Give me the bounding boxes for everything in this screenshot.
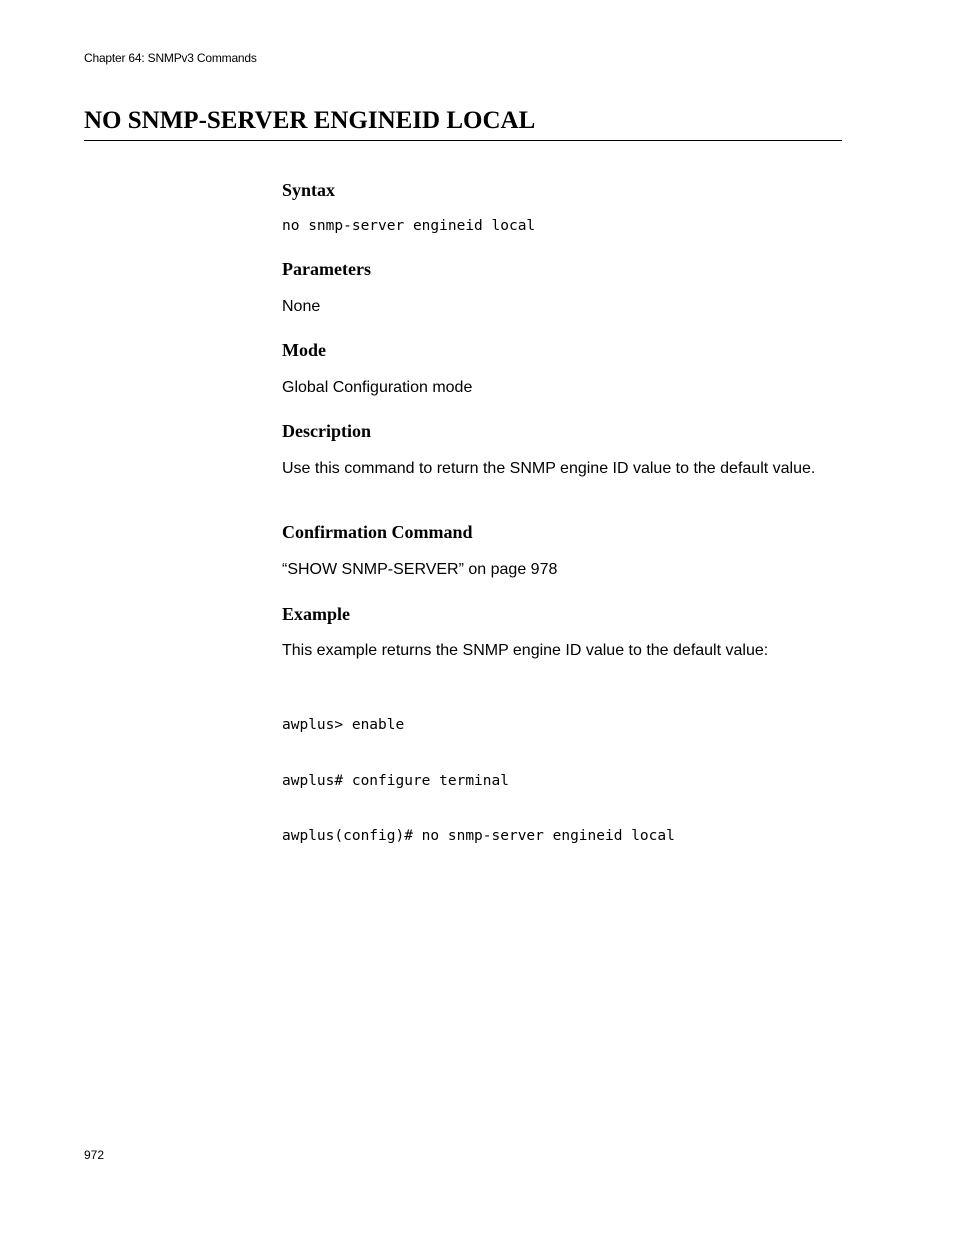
description-heading: Description (282, 421, 371, 441)
page-number: 972 (84, 1148, 105, 1162)
code-line: awplus# configure terminal (282, 772, 509, 789)
syntax-code: no snmp-server engineid local (282, 218, 536, 234)
parameters-text: None (282, 298, 321, 315)
running-header: Chapter 64: SNMPv3 Commands (84, 51, 257, 65)
mode-heading: Mode (282, 340, 326, 360)
code-line: awplus> enable (282, 717, 405, 733)
description-text: Use this command to return the SNMP engine ID value to the default value. (282, 460, 816, 477)
confirmation-heading: Confirmation Command (282, 522, 473, 542)
parameters-heading: Parameters (282, 259, 371, 279)
code-line: awplus(config)# no snmp-server engineid local (282, 828, 675, 844)
syntax-heading: Syntax (282, 180, 336, 200)
example-heading: Example (282, 604, 351, 624)
mode-text: Global Configuration mode (282, 379, 473, 396)
example-code-block (282, 679, 675, 864)
confirmation-link[interactable]: “SHOW SNMP-SERVER” on page 978 (282, 561, 558, 578)
example-text: This example returns the SNMP engine ID value to the default value: (282, 642, 769, 659)
page-title: NO SNMP-SERVER ENGINEID LOCAL (84, 106, 842, 141)
